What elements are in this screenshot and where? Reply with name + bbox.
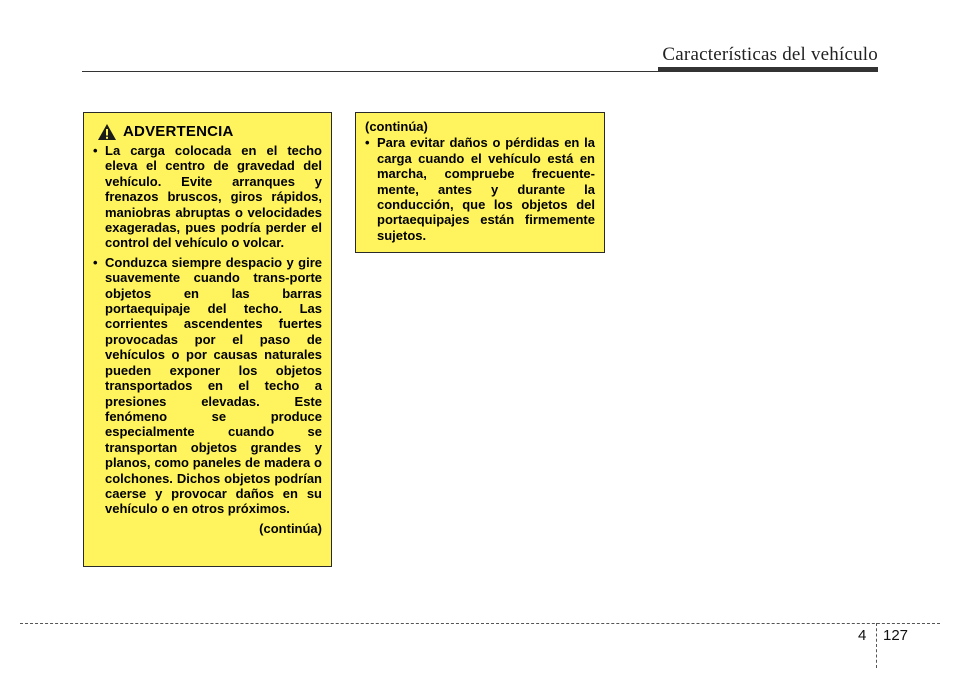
section-number: 4 bbox=[858, 627, 867, 644]
warning-bullet bbox=[365, 135, 595, 243]
warning-triangle-icon bbox=[97, 123, 117, 141]
warning-bullet bbox=[93, 255, 322, 517]
footer-divider bbox=[876, 623, 877, 668]
warning-title: ADVERTENCIA bbox=[123, 123, 234, 141]
header-rule bbox=[82, 71, 878, 72]
warning-box-left bbox=[83, 112, 332, 567]
continued-label: (continúa) bbox=[365, 119, 428, 134]
chapter-title: Características del vehículo bbox=[662, 44, 878, 65]
bullet-text: Para evitar daños o pérdidas en la carga cuando el vehículo está en marcha, compruebe frecuente-mente, antes y durante la conducción, que los objetos del portaequipajes están firmemente sujetos. bbox=[377, 135, 595, 243]
warning-bullet bbox=[93, 143, 322, 251]
footer-rule bbox=[20, 623, 940, 624]
bullet-text: La carga colocada en el techo eleva el centro de gravedad del vehículo. Evite arranques y frenazos bruscos, giros rápidos, maniobras abruptas o velocidades exageradas, pues podría perder el control del vehículo o volcar. bbox=[105, 143, 322, 251]
bullet-dot: • bbox=[365, 135, 370, 151]
warning-box-right bbox=[355, 112, 605, 253]
continued-label: (continúa) bbox=[259, 520, 322, 536]
bullet-dot: • bbox=[93, 143, 98, 158]
bullet-dot: • bbox=[93, 254, 98, 270]
warning-heading bbox=[97, 123, 322, 141]
page-number: 127 bbox=[883, 627, 909, 644]
bullet-text: Conduzca siempre despacio y gire suavemente cuando trans-porte objetos en las barras portaequipaje del techo. Las corrientes ascendentes fuertes provocadas por el paso de vehículos o por causas naturales pueden exponer los objetos transportados en el techo a presiones elevadas. Este fenómeno se produce especialmente cuando se transportan objetos grandes y planos, como paneles de madera o colchones. Dichos objetos podrían caerse y provocar daños en su vehículo o en otros próximos. bbox=[105, 254, 322, 517]
